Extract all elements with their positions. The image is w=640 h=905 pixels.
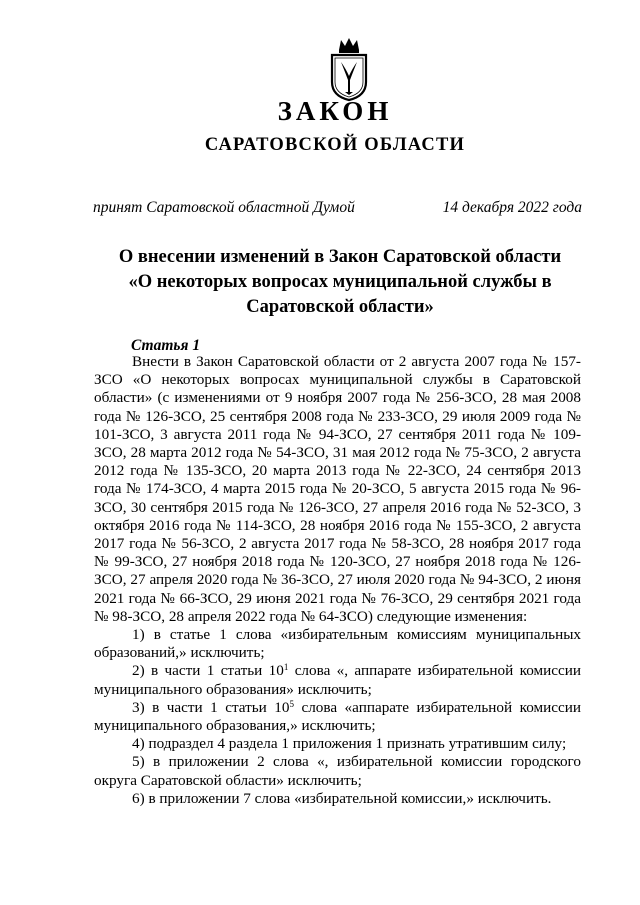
document-title-line: «О некоторых вопросах муниципальной службы в [128, 272, 552, 292]
amendment-item-2-text: слова «, аппарате избирательной комиссии муниципального образования» исключить; [94, 662, 582, 698]
document-title [95, 245, 585, 320]
amendment-item-3-text: 3) в части 1 статьи 10 [132, 698, 290, 716]
law-label: ЗАКОН [277, 96, 393, 126]
amendment-item-6: 6) в приложении 7 слова «избирательной комиссии,» исключить. [132, 789, 552, 807]
amendment-item-3-text: слова «аппарате избирательной комиссии муниципального образования,» исключить; [94, 698, 582, 735]
region-name: САРАТОВСКОЙ ОБЛАСТИ [204, 135, 466, 155]
amendment-item-5: 5) в приложении 2 слова «, избирательной комиссии городского округа Саратовской области» исключить; [94, 753, 581, 789]
amendment-item-1: 1) в статье 1 слова «избирательным комиссиям муниципальных образований,» исключить; [94, 626, 581, 662]
saratov-coat-of-arms-icon [327, 36, 371, 102]
amendment-item-3 [94, 699, 581, 735]
document-title-line: О внесении изменений в Закон Саратовской области [118, 247, 562, 267]
adopted-date: 14 декабря 2022 года [442, 199, 582, 216]
superscript: 1 [283, 662, 289, 673]
article-body [94, 353, 581, 808]
amendment-item-2 [94, 662, 581, 698]
adopted-by: принят Саратовской областной Думой [93, 199, 355, 216]
document-title-line: Саратовской области» [246, 297, 434, 317]
article-heading: Статья 1 [131, 337, 201, 354]
article-intro-paragraph: Внести в Закон Саратовской области от 2 августа 2007 года № 157-ЗСО «О некоторых вопросах муниципальной службы в Саратовской области» (с изменениями от 9 ноября 2007 года № 256-ЗСО, 28 мая 2008 года № 126-ЗСО, 25 сентября 2008 года № 233-ЗСО, 29 июля 2009 года № 101-ЗСО, 3 августа 2011 года № 94-ЗСО, 27 сентября 2011 года № 109-ЗСО, 28 марта 2012 года № 54-ЗСО, 31 мая 2012 года № 75-ЗСО, 2 августа 2012 года № 135-ЗСО, 20 марта 2013 года № 22-ЗСО, 24 сентября 2013 года № 174-ЗСО, 4 марта 2015 года № 20-ЗСО, 5 августа 2015 года № 96-ЗСО, 30 сентября 2015 года № 126-ЗСО, 27 апреля 2016 года № 52-ЗСО, 3 октября 2016 года № 114-ЗСО, 28 ноября 2016 года № 155-ЗСО, 2 августа 2017 года № 56-ЗСО, 2 августа 2017 года № 58-ЗСО, 28 ноября 2017 года № 99-ЗСО, 27 ноября 2018 года № 120-ЗСО, 27 ноября 2018 года № 126-ЗСО, 27 апреля 2020 года № 36-ЗСО, 27 июля 2020 года № 94-ЗСО, 2 июня 2021 года № 66-ЗСО, 29 июня 2021 года № 76-ЗСО, 29 сентября 2021 года № 98-ЗСО, 28 апреля 2022 года № 64-ЗСО) следующие изменения: [94, 353, 581, 625]
superscript: 5 [289, 698, 294, 709]
amendment-item-4: 4) подраздел 4 раздела 1 приложения 1 признать утратившим силу; [132, 735, 567, 753]
amendment-item-2-text: 2) в части 1 статьи 10 [132, 662, 284, 680]
